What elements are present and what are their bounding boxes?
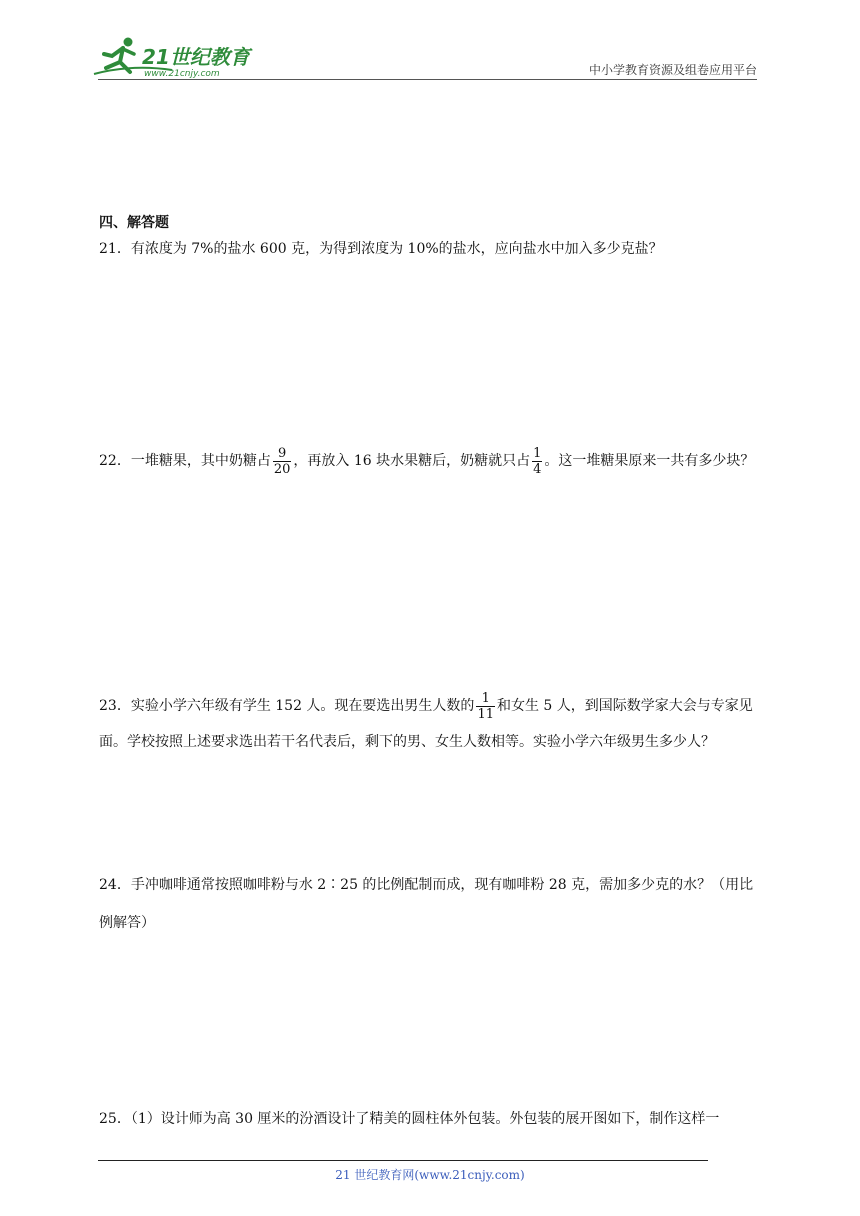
question-22 xyxy=(99,440,763,482)
question-text: 24．手冲咖啡通常按照咖啡粉与水 2∶25 的比例配制而成，现有咖啡粉 28 克，需加多少克的水？（用比例解答） xyxy=(99,877,754,931)
footer-divider xyxy=(98,1160,708,1161)
question-24 xyxy=(99,866,763,942)
question-text: 23．实验小学六年级有学生 152 人。现在要选出男生人数的 xyxy=(99,698,475,714)
header-divider xyxy=(98,79,757,80)
footer-text: 21 世纪教育网(www.21cnjy.com) xyxy=(335,1168,525,1182)
question-23 xyxy=(99,688,763,760)
fraction: $\frac{1}{11}$ xyxy=(477,690,494,722)
question-text: ，再放入 16 块水果糖后，奶糖就只占 xyxy=(293,453,531,469)
header-tagline: 中小学教育资源及组卷应用平台 xyxy=(588,63,757,77)
question-text: 21．有浓度为 7%的盐水 600 克，为得到浓度为 10%的盐水，应向盐水中加入多少克盐？ xyxy=(99,241,663,257)
section-title: 四、解答题 xyxy=(99,215,169,231)
fraction: $\frac{1}{4}$ xyxy=(533,445,542,477)
question-21 xyxy=(99,237,763,261)
fraction: $\frac{9}{20}$ xyxy=(273,445,291,477)
logo-text: 21世纪教育 xyxy=(142,45,250,69)
question-text: 25．（1）设计师为高 30 厘米的汾酒设计了精美的圆柱体外包装。外包装的展开图如下，制作这样一 xyxy=(99,1111,720,1127)
runner-logo-icon xyxy=(92,34,262,80)
question-25 xyxy=(99,1107,763,1131)
question-text: 和女生 5 人，到国际数学家大会与专家见面。学校按照上述要求选出若干名代表后，剩下的男、女生人数相等。实验小学六年级男生多少人？ xyxy=(99,698,753,750)
question-text: 22．一堆糖果，其中奶糖占 xyxy=(99,453,271,469)
site-logo xyxy=(92,34,262,80)
question-text: 。这一堆糖果原来一共有多少块？ xyxy=(544,453,755,469)
logo-url: www.21cnjy.com xyxy=(144,69,220,79)
